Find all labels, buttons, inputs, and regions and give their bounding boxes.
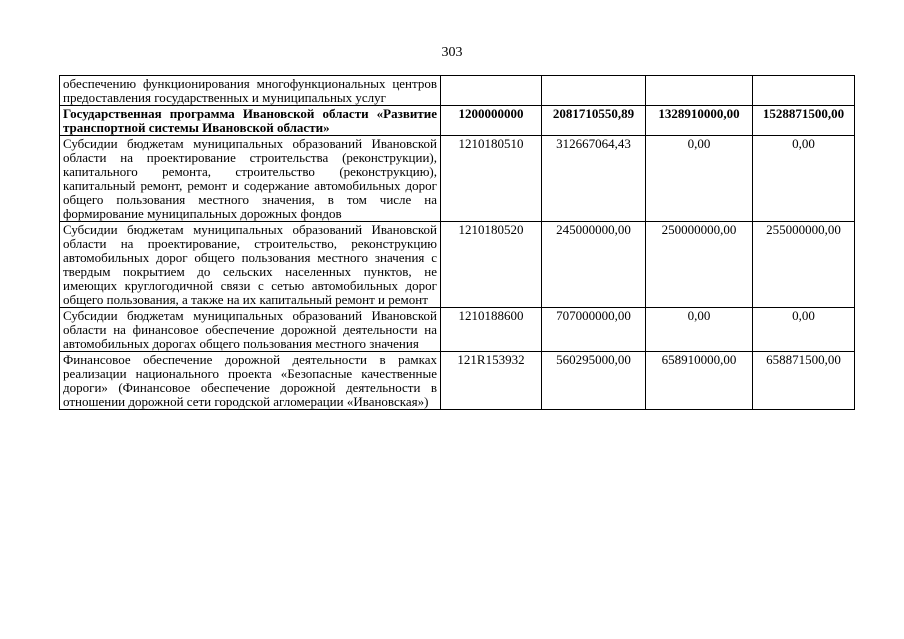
row-amount-1: 312667064,43 [542, 136, 646, 222]
row-description: Субсидии бюджетам муниципальных образований Ивановской области на проектирование, строительство, реконструкцию автомобильных дорог общего пользования местного значения с твердым покрытием до сельских населенных пунктов, не имеющих круглогодичной связи с сетью автомобильных дорог общего пользования, а также на их капитальный ремонт и ремонт [60, 222, 441, 308]
row-amount-3: 0,00 [753, 308, 855, 352]
row-amount-2 [646, 76, 753, 106]
table-row [60, 308, 855, 352]
row-amount-3: 1528871500,00 [753, 106, 855, 136]
row-amount-1: 2081710550,89 [542, 106, 646, 136]
row-description: Государственная программа Ивановской области «Развитие транспортной системы Ивановской области» [60, 106, 441, 136]
row-description: Субсидии бюджетам муниципальных образований Ивановской области на финансовое обеспечение дорожной деятельности на автомобильных дорогах общего пользования местного значения [60, 308, 441, 352]
row-amount-2: 0,00 [646, 308, 753, 352]
row-description: Финансовое обеспечение дорожной деятельности в рамках реализации национального проекта «Безопасные качественные дороги» (Финансовое обеспечение дорожной деятельности в отношении дорожной сети городской агломерации «Ивановская») [60, 352, 441, 410]
row-amount-1: 245000000,00 [542, 222, 646, 308]
row-code: 1210180520 [441, 222, 542, 308]
row-description: обеспечению функционирования многофункциональных центров предоставления государственных и муниципальных услуг [60, 76, 441, 106]
row-code [441, 76, 542, 106]
budget-table-body [60, 76, 855, 410]
row-amount-3: 255000000,00 [753, 222, 855, 308]
row-code: 121R153932 [441, 352, 542, 410]
row-amount-3 [753, 76, 855, 106]
table-row [60, 76, 855, 106]
row-code: 1210188600 [441, 308, 542, 352]
page-number: 303 [441, 45, 463, 60]
row-code: 1200000000 [441, 106, 542, 136]
table-row [60, 222, 855, 308]
row-amount-1: 560295000,00 [542, 352, 646, 410]
row-amount-2: 1328910000,00 [646, 106, 753, 136]
row-amount-2: 658910000,00 [646, 352, 753, 410]
row-amount-3: 658871500,00 [753, 352, 855, 410]
row-amount-1: 707000000,00 [542, 308, 646, 352]
row-code: 1210180510 [441, 136, 542, 222]
row-description: Субсидии бюджетам муниципальных образований Ивановской области на проектирование строительства (реконструкции), капитального ремонта, строительство (реконструкцию), капитальный ремонт, ремонт и содержание автомобильных дорог общего пользования местного значения, в том числе на формирование муниципальных дорожных фондов [60, 136, 441, 222]
row-amount-1 [542, 76, 646, 106]
table-row-program-total [60, 106, 855, 136]
row-amount-2: 0,00 [646, 136, 753, 222]
table-row [60, 136, 855, 222]
row-amount-3: 0,00 [753, 136, 855, 222]
table-row [60, 352, 855, 410]
row-amount-2: 250000000,00 [646, 222, 753, 308]
budget-table [59, 75, 855, 410]
